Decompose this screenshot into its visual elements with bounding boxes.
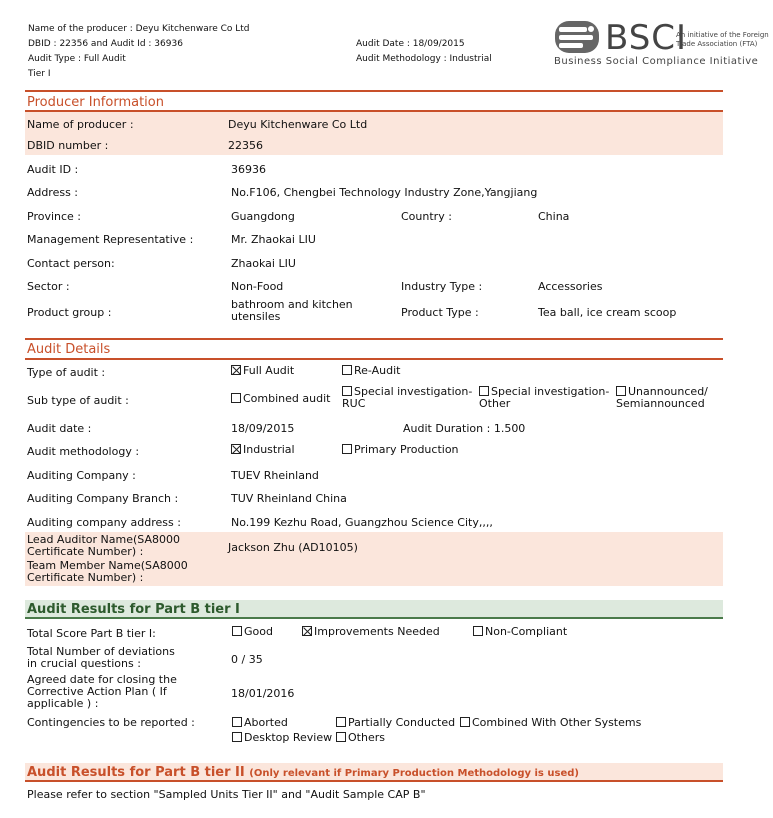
option-label: Primary Production bbox=[354, 443, 459, 456]
country-label: Country : bbox=[401, 210, 452, 223]
tier2-heading-text: Audit Results for Part B tier II bbox=[27, 765, 245, 780]
section-rule bbox=[25, 90, 723, 92]
audit-id-value: 36936 bbox=[231, 163, 266, 176]
score-noncompliant-option[interactable] bbox=[473, 625, 567, 638]
deviations-label: Total Number of deviations in crucial questions : bbox=[27, 645, 175, 670]
mgmt-rep-value: Mr. Zhaokai LIU bbox=[231, 233, 316, 246]
header-tier-line: Tier I bbox=[28, 69, 51, 79]
sector-value: Non-Food bbox=[231, 280, 284, 293]
checkbox-icon[interactable] bbox=[473, 626, 483, 636]
product-type-value: Tea ball, ice cream scoop bbox=[538, 306, 677, 319]
auditing-branch-label: Auditing Company Branch : bbox=[27, 492, 179, 505]
option-label: Combined With Other Systems bbox=[472, 716, 642, 729]
auditing-company-label: Auditing Company : bbox=[27, 469, 136, 482]
contingency-aborted-option[interactable] bbox=[232, 716, 288, 729]
auditing-address-label: Auditing company address : bbox=[27, 516, 181, 529]
header-audit-type-line: Audit Type : Full Audit bbox=[28, 54, 126, 64]
option-label: Improvements Needed bbox=[314, 625, 440, 638]
address-label: Address : bbox=[27, 186, 79, 199]
deviations-value: 0 / 35 bbox=[231, 653, 263, 666]
audit-date-label: Audit date : bbox=[27, 422, 92, 435]
province-label: Province : bbox=[27, 210, 82, 223]
audit-duration: Audit Duration : 1.500 bbox=[403, 422, 526, 435]
option-label: Industrial bbox=[243, 443, 295, 456]
mgmt-rep-label: Management Representative : bbox=[27, 233, 194, 246]
option-label: Others bbox=[348, 731, 385, 744]
methodology-primary-option[interactable] bbox=[342, 443, 459, 456]
team-member-label: Team Member Name(SA8000 Certificate Number) : bbox=[27, 559, 188, 584]
checkbox-icon[interactable] bbox=[342, 444, 352, 454]
audit-type-reaudit-option[interactable] bbox=[342, 364, 401, 377]
contingency-others-option[interactable] bbox=[336, 731, 385, 744]
option-label: Full Audit bbox=[243, 364, 295, 377]
subtype-unannounced-option[interactable] bbox=[616, 386, 716, 410]
subtype-special-other-option[interactable] bbox=[479, 386, 614, 410]
tier1-heading: Audit Results for Part B tier I bbox=[27, 602, 240, 617]
product-type-label: Product Type : bbox=[401, 306, 479, 319]
checkbox-icon[interactable] bbox=[616, 386, 626, 396]
checkbox-icon[interactable] bbox=[342, 386, 352, 396]
audit-details-heading: Audit Details bbox=[27, 342, 111, 357]
section-rule bbox=[25, 338, 723, 340]
option-label: Good bbox=[244, 625, 273, 638]
country-value: China bbox=[538, 210, 570, 223]
contact-label: Contact person: bbox=[27, 257, 115, 270]
checkbox-icon[interactable] bbox=[232, 717, 242, 727]
checkbox-checked-icon[interactable] bbox=[231, 365, 241, 375]
logo-wordmark: BSCI bbox=[605, 18, 688, 58]
option-label: Desktop Review bbox=[244, 731, 333, 744]
option-label: Aborted bbox=[244, 716, 288, 729]
product-group-value: bathroom and kitchen utensiles bbox=[231, 298, 353, 323]
score-label: Total Score Part B tier I: bbox=[27, 627, 156, 640]
tier2-refer-text: Please refer to section "Sampled Units Tier II" and "Audit Sample CAP B" bbox=[27, 788, 426, 801]
checkbox-icon[interactable] bbox=[231, 393, 241, 403]
product-group-label: Product group : bbox=[27, 306, 112, 319]
header-producer-line: Name of the producer : Deyu Kitchenware Co Ltd bbox=[28, 24, 250, 34]
closing-date-label: Agreed date for closing the Corrective Action Plan ( If applicable ) : bbox=[27, 673, 177, 710]
producer-info-heading: Producer Information bbox=[27, 95, 164, 110]
checkbox-checked-icon[interactable] bbox=[302, 626, 312, 636]
option-label: Partially Conducted bbox=[348, 716, 456, 729]
audit-subtype-label: Sub type of audit : bbox=[27, 394, 129, 407]
section-rule bbox=[25, 617, 723, 619]
checkbox-checked-icon[interactable] bbox=[231, 444, 241, 454]
producer-name-value: Deyu Kitchenware Co Ltd bbox=[228, 118, 368, 131]
option-label: Re-Audit bbox=[354, 364, 401, 377]
industry-type-value: Accessories bbox=[538, 280, 603, 293]
closing-date-value: 18/01/2016 bbox=[231, 687, 295, 700]
sector-label: Sector : bbox=[27, 280, 70, 293]
handshake-globe-icon bbox=[553, 17, 603, 57]
lead-auditor-value: Jackson Zhu (AD10105) bbox=[228, 541, 358, 554]
checkbox-icon[interactable] bbox=[336, 717, 346, 727]
option-label: Special investigation-Other bbox=[479, 385, 610, 410]
contingency-combined-option[interactable] bbox=[460, 716, 641, 729]
logo-tagline: An initiative of the Foreign Trade Association (FTA) bbox=[676, 31, 769, 48]
audit-methodology-label: Audit methodology : bbox=[27, 445, 140, 458]
option-label: Unannounced/ Semiannounced bbox=[616, 385, 708, 410]
audit-type-full-option[interactable] bbox=[231, 364, 294, 377]
contingencies-label: Contingencies to be reported : bbox=[27, 716, 195, 729]
tier2-heading bbox=[27, 765, 579, 780]
auditing-company-value: TUEV Rheinland bbox=[231, 469, 319, 482]
checkbox-icon[interactable] bbox=[342, 365, 352, 375]
header-methodology-line: Audit Methodology : Industrial bbox=[356, 54, 492, 64]
section-rule bbox=[25, 358, 723, 360]
province-value: Guangdong bbox=[231, 210, 295, 223]
checkbox-icon[interactable] bbox=[232, 626, 242, 636]
industry-type-label: Industry Type : bbox=[401, 280, 483, 293]
checkbox-icon[interactable] bbox=[336, 732, 346, 742]
contact-value: Zhaokai LIU bbox=[231, 257, 296, 270]
subtype-combined-option[interactable] bbox=[231, 392, 330, 405]
checkbox-icon[interactable] bbox=[479, 386, 489, 396]
checkbox-icon[interactable] bbox=[232, 732, 242, 742]
option-label: Combined audit bbox=[243, 392, 331, 405]
dbid-value: 22356 bbox=[228, 139, 263, 152]
lead-auditor-label: Lead Auditor Name(SA8000 Certificate Number) : bbox=[27, 533, 180, 558]
address-value: No.F106, Chengbei Technology Industry Zone,Yangjiang bbox=[231, 186, 538, 199]
score-good-option[interactable] bbox=[232, 625, 273, 638]
audit-type-label: Type of audit : bbox=[27, 366, 106, 379]
auditing-address-value: No.199 Kezhu Road, Guangzhou Science City,,,, bbox=[231, 516, 493, 529]
contingency-desktop-option[interactable] bbox=[232, 731, 332, 744]
header-dbid-line: DBID : 22356 and Audit Id : 36936 bbox=[28, 39, 183, 49]
subtype-special-ruc-option[interactable] bbox=[342, 386, 477, 410]
auditing-branch-value: TUV Rheinland China bbox=[231, 492, 347, 505]
producer-name-label: Name of producer : bbox=[27, 118, 134, 131]
tier2-note: (Only relevant if Primary Production Methodology is used) bbox=[249, 768, 579, 779]
header-audit-date-line: Audit Date : 18/09/2015 bbox=[356, 39, 465, 49]
dbid-label: DBID number : bbox=[27, 139, 109, 152]
audit-date-value: 18/09/2015 bbox=[231, 422, 295, 435]
methodology-industrial-option[interactable] bbox=[231, 443, 295, 456]
logo-subtitle: Business Social Compliance Initiative bbox=[554, 56, 759, 67]
option-label: Special investigation-RUC bbox=[342, 385, 473, 410]
section-rule bbox=[25, 780, 723, 782]
contingency-partial-option[interactable] bbox=[336, 716, 455, 729]
audit-id-label: Audit ID : bbox=[27, 163, 79, 176]
checkbox-icon[interactable] bbox=[460, 717, 470, 727]
score-improvements-option[interactable] bbox=[302, 625, 440, 638]
option-label: Non-Compliant bbox=[485, 625, 568, 638]
